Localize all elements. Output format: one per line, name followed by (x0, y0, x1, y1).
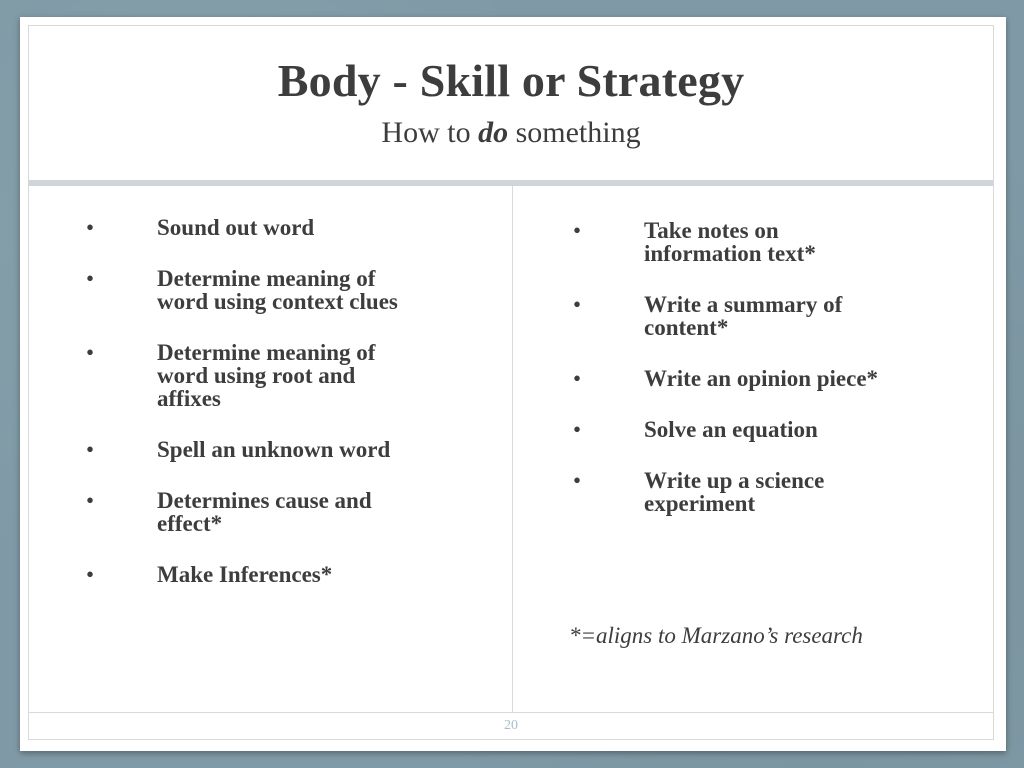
list-item-text: word using context clues (157, 289, 398, 314)
list-item-text: Solve an equation (644, 417, 818, 442)
list-item (526, 367, 986, 390)
slide (20, 17, 1006, 751)
list-item (39, 341, 489, 410)
column-divider (512, 186, 513, 712)
list-item (39, 563, 489, 586)
bullet-glyph: • (86, 488, 95, 513)
left-bullet-list (39, 216, 489, 614)
list-item-text: Write up a science (644, 468, 825, 493)
list-item (526, 418, 986, 441)
subtitle-suffix: something (508, 116, 641, 149)
bullet-glyph: • (573, 417, 582, 442)
list-item-text: Take notes on (644, 218, 779, 243)
list-item-text: Write a summary of (644, 292, 843, 317)
subtitle-emphasis: do (478, 116, 509, 149)
page-number: 20 (504, 718, 518, 733)
list-item (39, 216, 489, 239)
bullet-glyph: • (86, 340, 95, 365)
bullet-glyph: • (573, 218, 582, 243)
list-item-text: Determine meaning of (157, 340, 376, 365)
list-item-text: Write an opinion piece* (644, 366, 879, 391)
bullet-glyph: • (86, 562, 95, 587)
bullet-glyph: • (573, 292, 582, 317)
subtitle-prefix: How to (381, 116, 479, 149)
list-item-text: Sound out word (157, 215, 315, 240)
list-item-text: Determines cause and (157, 488, 372, 513)
list-item (39, 489, 489, 535)
slide-title: Body - Skill or Strategy (277, 55, 745, 106)
bullet-glyph: • (86, 266, 95, 291)
list-item-text: content* (644, 315, 729, 340)
list-item-text: effect* (157, 511, 223, 536)
list-item (526, 469, 986, 515)
slide-subtitle (29, 118, 993, 148)
footnote: *=aligns to Marzano’s research (569, 623, 863, 648)
list-item-text: Determine meaning of (157, 266, 376, 291)
list-item (526, 293, 986, 339)
title-area (29, 26, 993, 182)
list-item (526, 219, 986, 265)
list-item-text: information text* (644, 241, 816, 266)
title-divider (29, 180, 993, 186)
footer-divider (29, 712, 993, 713)
right-bullet-list (526, 219, 986, 543)
list-item-text: word using root and (157, 363, 356, 388)
bullet-glyph: • (86, 215, 95, 240)
list-item (39, 267, 489, 313)
list-item-text: experiment (644, 491, 756, 516)
bullet-glyph: • (86, 437, 95, 462)
bullet-glyph: • (573, 366, 582, 391)
list-item-text: Make Inferences* (157, 562, 333, 587)
list-item-text: Spell an unknown word (157, 437, 391, 462)
list-item-text: affixes (157, 386, 221, 411)
slide-frame (28, 25, 994, 740)
list-item (39, 438, 489, 461)
bullet-glyph: • (573, 468, 582, 493)
